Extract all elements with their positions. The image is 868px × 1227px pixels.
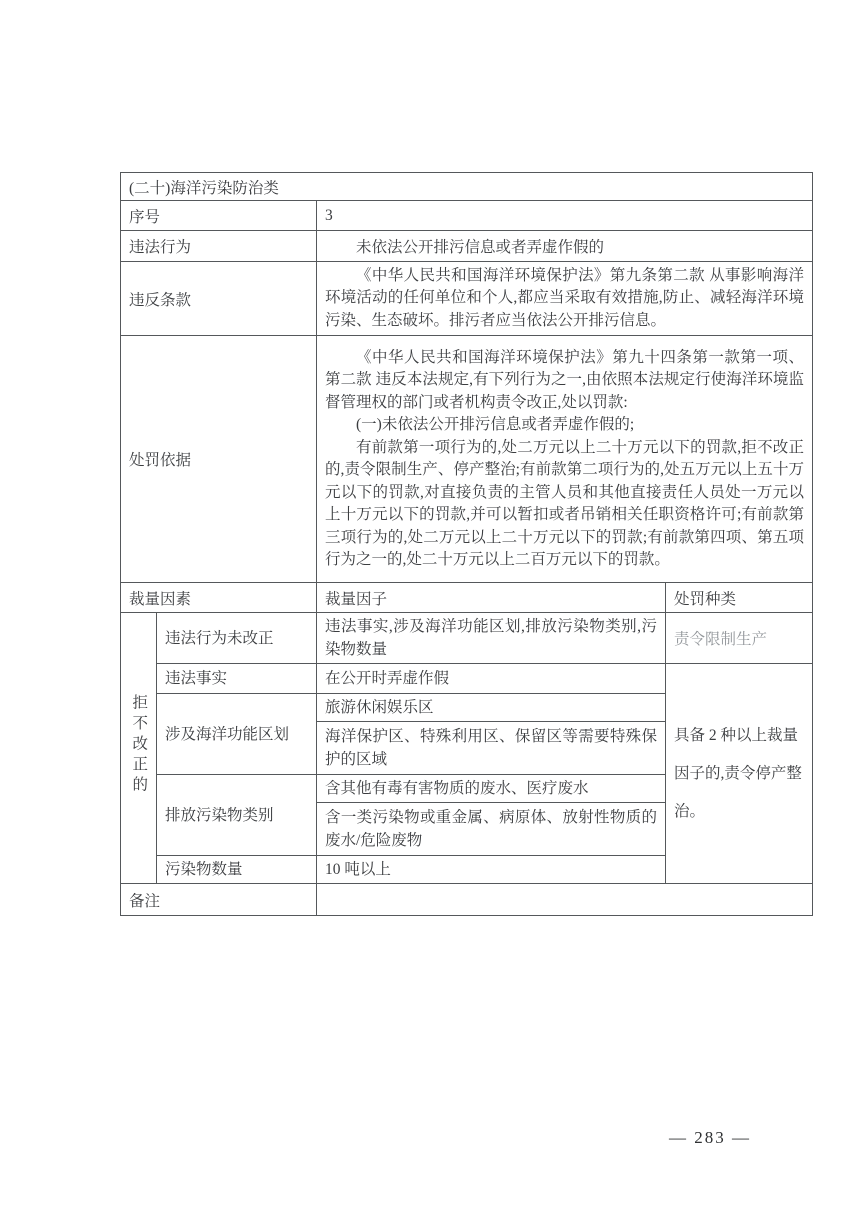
discretion-factor-value: 含其他有毒有害物质的废水、医疗废水 <box>317 775 666 803</box>
category-title: (二十)海洋污染防治类 <box>121 173 813 201</box>
discretion-row-label: 违法事实 <box>157 664 317 694</box>
penalty-basis-paragraph-3: 有前款第一项行为的,处二万元以上二十万元以下的罚款,拒不改正的,责令限制生产、停产整治;有前款第二项行为的,处五万元以上五十万元以下的罚款,对直接负责的主管人员和其他直接责任人员处一万元以上十万元以下的罚款,并可以暂扣或者吊销相关任职资格许可;有前款第三项行为的,处二万元以上二十万元以下的罚款;有前款第四项、第五项行为之一的,处二十万元以上二百万元以下的罚款。 <box>325 438 805 568</box>
discretion-row-label: 污染物数量 <box>157 856 317 884</box>
discretion-factor-value: 海洋保护区、特殊利用区、保留区等需要特殊保护的区域 <box>317 722 666 775</box>
violated-clause-label: 违反条款 <box>121 262 317 336</box>
discretion-factor-category-header: 裁量因素 <box>121 583 317 613</box>
regulation-table <box>120 172 813 916</box>
penalty-type-suspend-operation: 具备 2 种以上裁量因子的,责令停产整治。 <box>666 664 813 884</box>
discretion-row-label: 违法行为未改正 <box>157 613 317 664</box>
discretion-factor-value: 在公开时弄虚作假 <box>317 664 666 694</box>
penalty-type-limit-production: 责令限制生产 <box>666 613 813 664</box>
discretion-row-label: 涉及海洋功能区划 <box>157 694 317 775</box>
page-number: — 283 — <box>669 1128 751 1147</box>
penalty-basis-label: 处罚依据 <box>121 336 317 583</box>
discretion-row-label: 排放污染物类别 <box>157 775 317 856</box>
violated-clause-text <box>317 262 813 336</box>
penalty-type-header: 处罚种类 <box>666 583 813 613</box>
penalty-basis-paragraph-2: (一)未依法公开排污信息或者弄虚作假的; <box>356 416 635 433</box>
violated-clause-paragraph: 《中华人民共和国海洋环境保护法》第九条第二款 从事影响海洋环境活动的任何单位和个人,都应当采取有效措施,防止、减轻海洋环境污染、生态破坏。排污者应当依法公开排污信息。 <box>325 266 805 329</box>
penalty-basis-text <box>317 336 813 583</box>
illegal-act-label: 违法行为 <box>121 231 317 262</box>
discretion-factor-value: 含一类污染物或重金属、病原体、放射性物质的废水/危险废物 <box>317 803 666 856</box>
penalty-basis-paragraph-1: 《中华人民共和国海洋环境保护法》第九十四条第一款第一项、第二款 违反本法规定,有下列行为之一,由依照本法规定行使海洋环境监督管理权的部门或者机构责令改正,处以罚款: <box>325 348 805 411</box>
illegal-act-value: 未依法公开排污信息或者弄虚作假的 <box>317 231 813 262</box>
serial-value: 3 <box>317 201 813 231</box>
remark-value <box>317 884 813 916</box>
side-label-refusal-to-correct <box>121 613 157 884</box>
remark-label: 备注 <box>121 884 317 916</box>
discretion-factor-value: 10 吨以上 <box>317 856 666 884</box>
discretion-factor-header: 裁量因子 <box>317 583 666 613</box>
serial-label: 序号 <box>121 201 317 231</box>
discretion-factor-value: 旅游休闲娱乐区 <box>317 694 666 722</box>
discretion-factor-value: 违法事实,涉及海洋功能区划,排放污染物类别,污染物数量 <box>317 613 666 664</box>
side-label-text: 拒不改正的 <box>130 694 148 797</box>
